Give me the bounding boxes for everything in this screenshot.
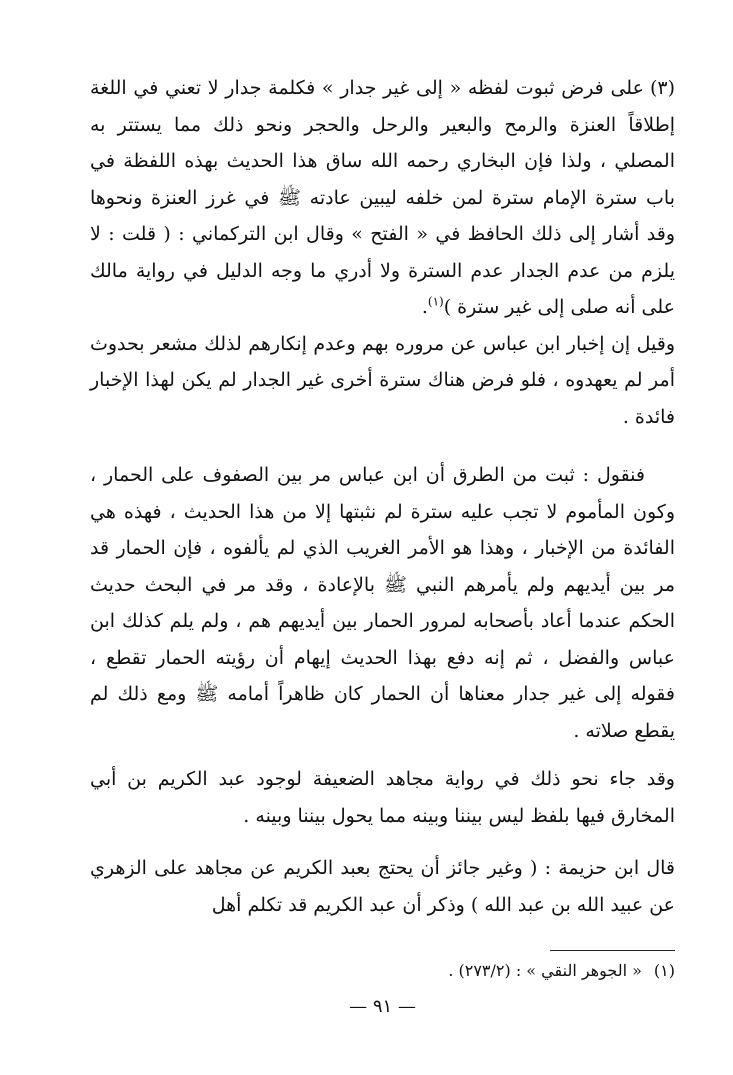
- paragraph-ibn-khuzaymah-quote: [90, 850, 675, 923]
- note-marker: (٣): [649, 77, 675, 99]
- paragraph-text: وقيل إن إخبار ابن عباس عن مروره بهم وعدم إنكارهم لذلك مشعر بحدوث أمر لم يعهدوه ، فلو فرض هناك سترة أخرى غير الجدار لم يكن لهذا الإخبار فائدة .: [90, 332, 675, 428]
- paragraph-text: وقد جاء نحو ذلك في رواية مجاهد الضعيفة لوجود عبد الكريم بن أبي المخارق فيها بلفظ ليس بيننا وبينه مما يحول بيننا وبينه .: [90, 768, 675, 827]
- footnote: [90, 958, 675, 984]
- footnote-reference[interactable]: (١): [427, 294, 444, 309]
- paragraph-text: على فرض ثبوت لفظه « إلى غير جدار » فكلمة جدار لا تعني في اللغة إطلاقاً العنزة والرمح والبعير والرحل والحجر ونحو ذلك مما يستتر به المصلي ، ولذا فإن البخاري رحمه الله ساق هذا الحديث بهذه اللفظة في باب سترة الإمام سترة لمن خلفه ليبين عادته ﷺ في غرز العنزة ونحوها وقد أشار إلى ذلك الحافظ في « الفتح » وقال ابن التركماني : ( قلت : لا يلزم من عدم الجدار عدم السترة ولا أدري ما وجه الدليل في رواية مالك على أنه صلى إلى غير سترة ): [90, 77, 675, 318]
- paragraph-text: قال ابن حزيمة : ( وغير جائز أن يحتج بعبد الكريم عن مجاهد على الزهري عن عبيد الله بن عبد الله ) وذكر أن عبد الكريم قد تكلم أهل: [90, 857, 675, 916]
- paragraph-end-dot: .: [421, 296, 428, 318]
- paragraph-response: [90, 457, 675, 749]
- paragraph-ibn-abbas-report: [90, 326, 675, 436]
- paragraph-text: فنقول : ثبت من الطرق أن ابن عباس مر بين الصفوف على الحمار ، وكون المأموم لا تجب عليه سترة لم نثبتها إلا من هذا الحديث ، فهذه هي الفائدة من الإخبار ، وهذا هو الأمر الغريب الذي لم يألفوه ، فإن الحمار قد مر بين أيديهم ولم يأمرهم النبي ﷺ بالإعادة ، وقد مر في البحث حديث الحكم عندما أعاد بأصحابه لمرور الحمار بين أيديهم هم ، ولم يلم كذلك ابن عباس والفضل ، ثم إنه دفع بهذا الحديث إيهام أن رؤيته الحمار تقطع ، فقوله إلى غير جدار معناها أن الحمار كان ظاهراً أمامه ﷺ ومع ذلك لم يقطع صلاته .: [90, 464, 675, 742]
- paragraph-mujahid-narration: [90, 761, 675, 834]
- book-page: [90, 70, 675, 1060]
- footnote-text: « الجوهر النقي » : (٢٧٣/٢) .: [448, 961, 642, 980]
- footnote-divider: [550, 950, 675, 951]
- footnote-marker: (١): [653, 961, 675, 980]
- page-number-text: — ٩١ —: [349, 996, 416, 1017]
- paragraph-note-3: [90, 70, 675, 326]
- page-number: [90, 996, 675, 1017]
